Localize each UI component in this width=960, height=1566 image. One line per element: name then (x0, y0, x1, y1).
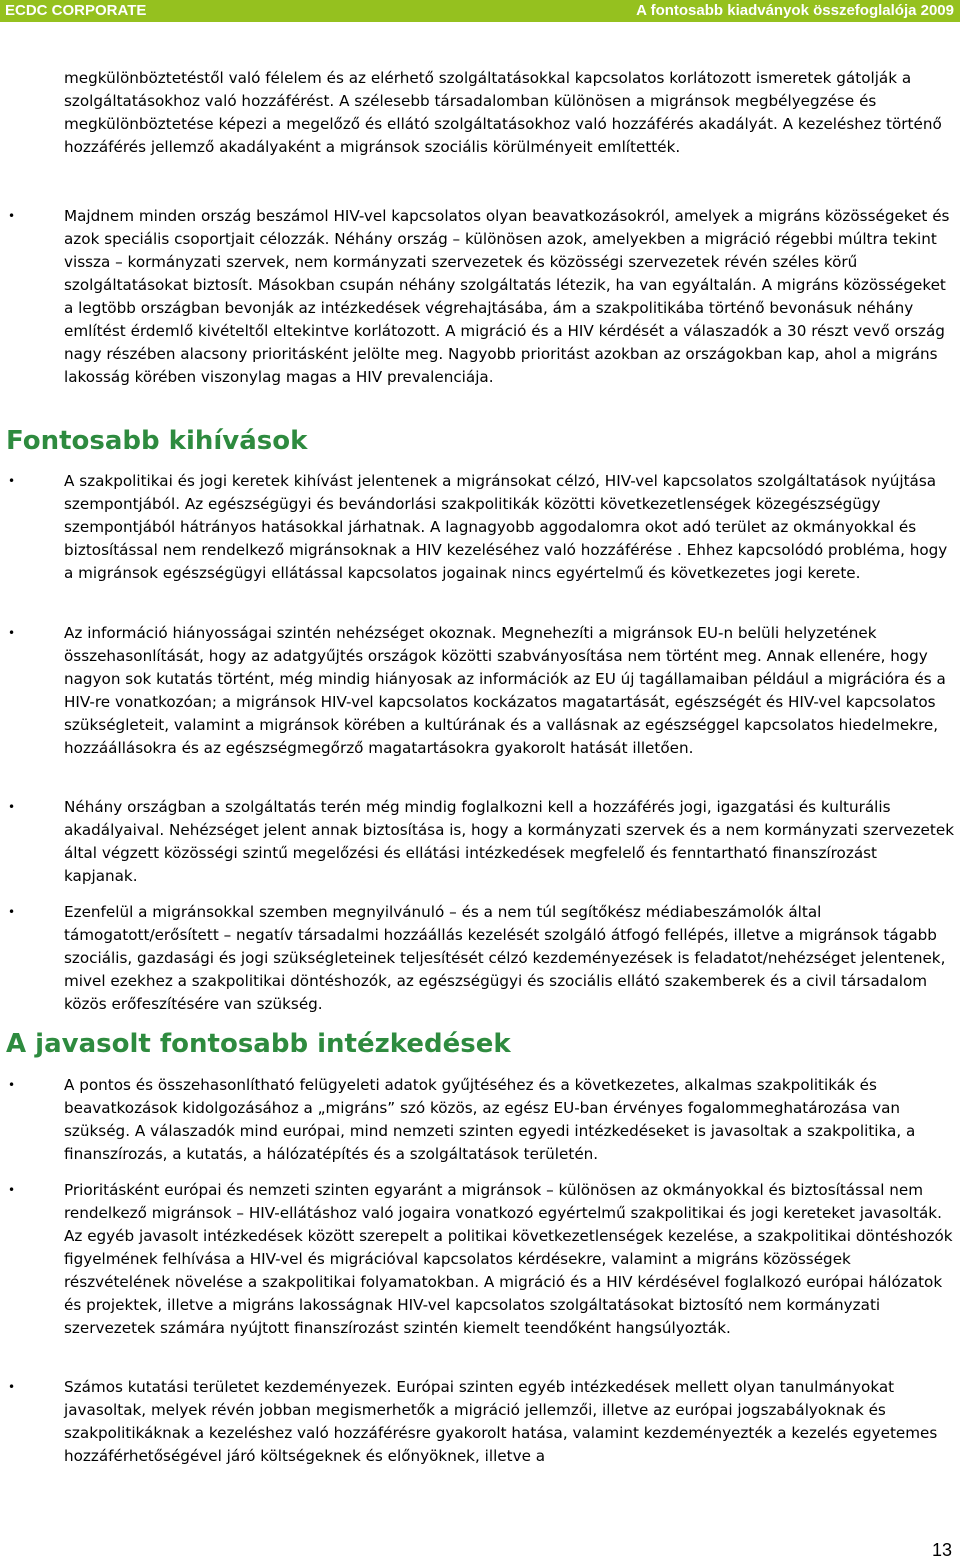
bullet-marker (8, 205, 15, 228)
bullet-marker (8, 1179, 15, 1202)
list-item: Néhány országban a szolgáltatás terén még mindig foglalkozni kell a hozzáférés jogi, igazgatási és kulturális akadályaival. Nehézséget jelent annak biztosítása is, hogy a kormányzati szervek és a nem kormányzati szervezetek által végzett közösségi szintű megelőzési és ellátási intézkedések megfelelő és fenntartható finanszírozást kapjanak. (64, 798, 954, 885)
bullet-marker (8, 901, 15, 924)
header-org-name: ECDC CORPORATE (5, 2, 147, 19)
list-item: A pontos és összehasonlítható felügyeleti adatok gyűjtéséhez és a következetes, alkalmas szakpolitikák és beavatkozások kidolgozásához a „migráns” szó közös, az egész EU-ban érvényes fogalommeghatározása van szükség. A válaszadók mind európai, mind nemzeti szinten egyedi intézkedéseket is javasoltak a szakpolitika, a finanszírozás, a kutatás, a hálózatépítés és a szolgáltatások területén. (64, 1076, 916, 1163)
list-item: Az információ hiányosságai szintén nehézséget okoznak. Megnehezíti a migránsok EU-n belüli helyzetének összehasonlítását, hogy az adatgyűjtés országok közötti szabványosítása nem történt meg. Annak ellenére, hogy nagyon sok kutatás történt, még mindig hiányosak az információk az EU új tagállamaiban például a migrációra és a HIV-re vonatkozóan; a migránsok HIV-vel kapcsolatos kockázatos magatartását, egészségét és HIV-vel kapcsolatos szükségleteit, valamint a migránsok körében a kultúrának és a vallásnak az egészséggel kapcsolatos hiedelmekre, hozzáállásokra és az egészségmegőrző magatartásokra gyakorolt hatását illetően. (64, 624, 946, 757)
bullet-marker (8, 1074, 15, 1097)
section-heading-recommendations: A javasolt fontosabb intézkedések (6, 1029, 511, 1059)
bullet-marker (8, 622, 15, 645)
list-item: A szakpolitikai és jogi keretek kihívást jelentenek a migránsokat célzó, HIV-vel kapcsolatos szolgáltatások nyújtása szempontjából. Az egészségügyi és bevándorlási szakpolitikák közötti következetlenségek közegészségügy szempontjából hátrányos hatásokkal járhatnak. A lagnagyobb aggodalomra okot adó terület az okmányokkal és biztosítással nem rendelkező migránsoknak a HIV kezeléséhez való hozzáférése . Ehhez kapcsolódó probléma, hogy a migránsok egészségügyi ellátással kapcsolatos jogainak nincs egyértelmű és következetes jogi kerete. (64, 472, 948, 582)
section-heading-challenges: Fontosabb kihívások (6, 426, 308, 456)
list-item: Majdnem minden ország beszámol HIV-vel kapcsolatos olyan beavatkozásokról, amelyek a migráns közösségeket és azok speciális csoportjait célozzák. Néhány ország – különösen azok, amelyekben a migráció régebbi múltra tekint vissza – kormányzati szervek, nem kormányzati szervezetek és közösségi szervezetek révén széles körű szolgáltatásokat biztosít. Másokban csupán néhány szolgáltatás létezik, ha van egyáltalán. A migráns közösségeket a legtöbb országban bevonják az intézkedések végrehajtásába, ám a szakpolitikába történő bevonásuk néhány említést érdemlő kivételtől eltekintve korlátozott. A migráció és a HIV kérdését a válaszadók a 30 részt vevő ország nagy részében alacsony prioritásként jelölte meg. Nagyobb prioritást azokban az országokban kap, ahol a migráns lakosság körében viszonylag magas a HIV prevalenciája. (64, 207, 950, 386)
list-item: Ezenfelül a migránsokkal szemben megnyilvánuló – és a nem túl segítőkész médiabeszámolók által támogatott/erősített – negatív társadalmi hozzáállás kezelését szolgáló átfogó fellépés, illetve a migránsok tágabb szociális, gazdasági és jogi szükségleteinek teljesítését célzó kezdeményezések is feladatot/nehézséget jelentenek, mivel ezekhez a szakpolitikai döntéshozók, az egészségügyi és szociális ellátó szakemberek és a civil társadalom közös erőfeszítésére van szükség. (64, 903, 946, 1013)
header-document-title: A fontosabb kiadványok összefoglalója 2009 (636, 2, 954, 19)
bullet-marker (8, 796, 15, 819)
list-item: Számos kutatási területet kezdeményezek. Európai szinten egyéb intézkedések mellett olyan tanulmányokat javasoltak, melyek révén jobban megismerhetők a migráció jellemzői, illetve az európai jogszabályoknak és szakpolitikáknak a kezeléshez való hozzáférésre gyakorolt hatása, valamint kezdeményezték a kezelés egyetemes hozzáférhetőségével járó költségeknek és előnyöknek, illetve a (64, 1378, 938, 1465)
bullet-marker (8, 470, 15, 493)
continuation-paragraph: megkülönböztetéstől való félelem és az elérhető szolgáltatásokkal kapcsolatos korlátozott ismeretek gátolják a szolgáltatásokhoz való hozzáférést. A szélesebb társadalomban különösen a migránsok megbélyegzése és megkülönböztetése képezi a megelőző és ellátó szolgáltatásokhoz való hozzáférés akadályát. A kezeléshez történő hozzáférés jellemző akadályaként a migránsok szociális körülményeit említették. (64, 69, 942, 156)
bullet-marker (8, 1376, 15, 1399)
page-number: 13 (931, 1540, 952, 1560)
page-header (0, 0, 960, 22)
list-item: Prioritásként európai és nemzeti szinten egyaránt a migránsok – különösen az okmányokkal és biztosítással nem rendelkező migránsok – HIV-ellátáshoz való jogaira vonatkozó egyértelmű szakpolitikai és jogi kereteket javasolták. Az egyéb javasolt intézkedések között szerepelt a politikai következetlenségek kezelése, a szakpolitikai döntéshozók figyelmének felhívása a HIV-vel és migrációval kapcsolatos kérdésekre, valamint a migráns közösségek részvételének növelése a szakpolitikai folyamatokban. A migráció és a HIV kérdésével foglalkozó európai hálózatok és projektek, illetve a migráns lakosságnak HIV-vel kapcsolatos szolgáltatásokat biztosító nem kormányzati szervezetek számára nyújtott finanszírozást szintén kiemelt teendőként hangsúlyozták. (64, 1181, 953, 1337)
